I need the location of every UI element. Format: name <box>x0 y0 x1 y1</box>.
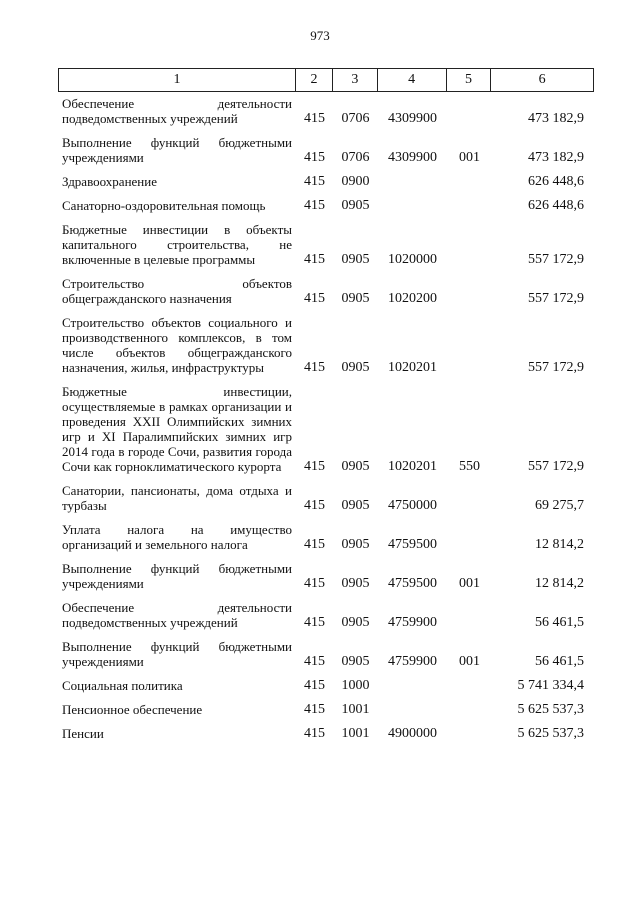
table-row <box>58 522 594 552</box>
row-amount: 5 625 537,3 <box>517 726 584 741</box>
row-code-3: 0905 <box>341 459 370 474</box>
row-code-2: 415 <box>304 291 325 306</box>
row-code-4: 4750000 <box>388 498 437 513</box>
row-code-2: 415 <box>304 360 325 375</box>
row-code-2: 415 <box>304 576 325 591</box>
row-name: Санатории, пансионаты, дома отдыха и турбазы <box>62 483 292 513</box>
table-header <box>58 68 594 92</box>
header-col-3: 3 <box>333 69 378 91</box>
row-amount: 626 448,6 <box>528 198 584 213</box>
row-name: Санаторно-оздоровительная помощь <box>62 198 266 213</box>
row-code-3: 1001 <box>341 726 370 741</box>
row-amount: 473 182,9 <box>528 150 584 165</box>
row-code-2: 415 <box>304 678 325 693</box>
row-code-2: 415 <box>304 150 325 165</box>
row-code-3: 0706 <box>341 150 370 165</box>
row-code-5: 001 <box>459 150 480 165</box>
row-code-3: 1001 <box>341 702 370 717</box>
row-code-2: 415 <box>304 111 325 126</box>
table-row <box>58 678 594 693</box>
row-name: Выполнение функций бюджетными учреждениями <box>62 135 292 165</box>
table-row <box>58 135 594 165</box>
header-col-4: 4 <box>378 69 447 91</box>
row-amount: 56 461,5 <box>535 615 584 630</box>
table-row <box>58 198 594 213</box>
row-code-3: 1000 <box>341 678 370 693</box>
table-row <box>58 384 594 474</box>
row-amount: 557 172,9 <box>528 252 584 267</box>
row-code-2: 415 <box>304 498 325 513</box>
row-amount: 12 814,2 <box>535 576 584 591</box>
table-row <box>58 639 594 669</box>
row-code-4: 4759900 <box>388 615 437 630</box>
row-amount: 557 172,9 <box>528 459 584 474</box>
row-code-4: 4759500 <box>388 537 437 552</box>
table-row <box>58 702 594 717</box>
row-name: Обеспечение деятельности подведомственных учреждений <box>62 600 292 630</box>
row-name: Обеспечение деятельности подведомственных учреждений <box>62 96 292 126</box>
table-row <box>58 174 594 189</box>
row-name: Строительство объектов социального и производственного комплексов, в том числе объектов общегражданского назначения, жилья, инфраструктуры <box>62 315 292 375</box>
table-row <box>58 726 594 741</box>
row-code-3: 0905 <box>341 252 370 267</box>
table-row <box>58 276 594 306</box>
row-name: Бюджетные инвестиции в объекты капитального строительства, не включенные в целевые программы <box>62 222 292 267</box>
row-amount: 12 814,2 <box>535 537 584 552</box>
row-code-2: 415 <box>304 702 325 717</box>
row-code-4: 1020201 <box>388 459 437 474</box>
row-code-5: 001 <box>459 654 480 669</box>
row-name: Выполнение функций бюджетными учреждениями <box>62 561 292 591</box>
row-code-3: 0905 <box>341 654 370 669</box>
row-name: Пенсии <box>62 726 104 741</box>
row-amount: 69 275,7 <box>535 498 584 513</box>
table-row <box>58 561 594 591</box>
row-code-2: 415 <box>304 654 325 669</box>
table-row <box>58 96 594 126</box>
row-name: Бюджетные инвестиции, осуществляемые в рамках организации и проведения XXII Олимпийских зимних игр и XI Паралимпийских зимних игр 2014 года в городе Сочи, развития города Сочи как горноклиматического курорта <box>62 384 292 474</box>
row-code-3: 0706 <box>341 111 370 126</box>
row-name: Пенсионное обеспечение <box>62 702 203 717</box>
row-code-4: 4759900 <box>388 654 437 669</box>
row-code-4: 4900000 <box>388 726 437 741</box>
header-col-6: 6 <box>538 72 546 87</box>
row-code-2: 415 <box>304 537 325 552</box>
row-code-3: 0900 <box>341 174 370 189</box>
table-row <box>58 315 594 375</box>
row-code-2: 415 <box>304 174 325 189</box>
row-name: Уплата налога на имущество организаций и земельного налога <box>62 522 292 552</box>
row-code-4: 1020200 <box>388 291 437 306</box>
row-code-4: 4759500 <box>388 576 437 591</box>
row-code-2: 415 <box>304 615 325 630</box>
row-amount: 557 172,9 <box>528 291 584 306</box>
row-amount: 557 172,9 <box>528 360 584 375</box>
row-code-2: 415 <box>304 198 325 213</box>
row-name: Социальная политика <box>62 678 183 693</box>
row-amount: 473 182,9 <box>528 111 584 126</box>
page-number: 973 <box>310 28 330 43</box>
row-code-5: 001 <box>459 576 480 591</box>
table-row <box>58 222 594 267</box>
header-col-2: 2 <box>296 69 333 91</box>
row-name: Здравоохранение <box>62 174 157 189</box>
row-code-2: 415 <box>304 459 325 474</box>
row-name: Строительство объектов общегражданского назначения <box>62 276 292 306</box>
row-code-3: 0905 <box>341 576 370 591</box>
row-code-3: 0905 <box>341 360 370 375</box>
row-amount: 5 625 537,3 <box>517 702 584 717</box>
row-code-4: 4309900 <box>388 111 437 126</box>
row-code-3: 0905 <box>341 537 370 552</box>
row-code-2: 415 <box>304 252 325 267</box>
table-body <box>58 96 594 750</box>
table-row <box>58 483 594 513</box>
row-code-3: 0905 <box>341 615 370 630</box>
row-code-3: 0905 <box>341 291 370 306</box>
row-code-4: 1020000 <box>388 252 437 267</box>
row-code-5: 550 <box>459 459 480 474</box>
row-code-4: 4309900 <box>388 150 437 165</box>
header-col-5: 5 <box>447 69 492 91</box>
row-code-3: 0905 <box>341 498 370 513</box>
row-name: Выполнение функций бюджетными учреждениями <box>62 639 292 669</box>
row-code-3: 0905 <box>341 198 370 213</box>
row-amount: 5 741 334,4 <box>517 678 584 693</box>
header-col-1: 1 <box>59 69 296 91</box>
row-amount: 56 461,5 <box>535 654 584 669</box>
table-row <box>58 600 594 630</box>
row-amount: 626 448,6 <box>528 174 584 189</box>
row-code-4: 1020201 <box>388 360 437 375</box>
row-code-2: 415 <box>304 726 325 741</box>
